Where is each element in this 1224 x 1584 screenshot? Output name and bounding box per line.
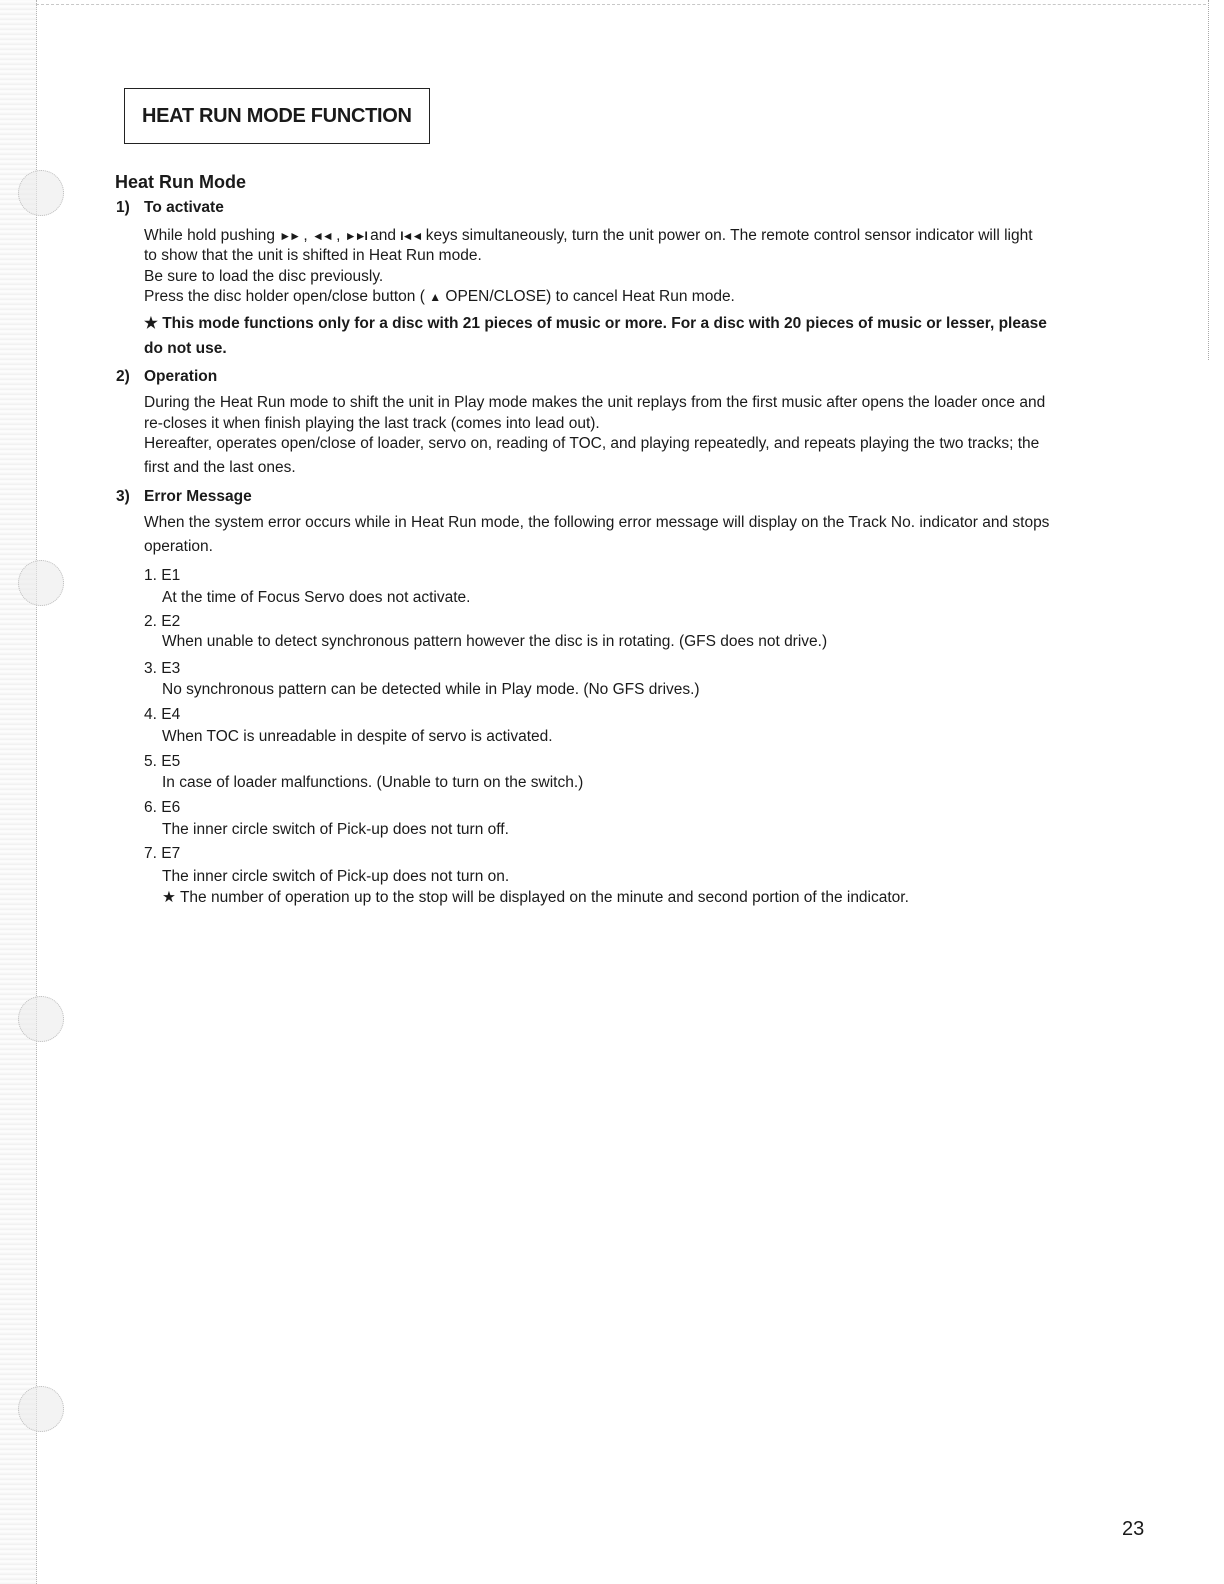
page-title: HEAT RUN MODE FUNCTION — [142, 104, 412, 127]
error-description: The inner circle switch of Pick-up does not turn off. — [162, 821, 509, 838]
page-title-box — [124, 88, 430, 144]
error-heading: Error Message — [144, 488, 252, 505]
page-number: 23 — [1122, 1518, 1145, 1540]
rewind-icon: ◄◄ — [312, 229, 332, 243]
punch-hole — [18, 996, 64, 1042]
operation-line: During the Heat Run mode to shift the unit in Play mode makes the unit replays from the first music after opens the loader once and — [144, 394, 1046, 411]
error-footnote-text: The number of operation up to the stop will be displayed on the minute and second portion of the indicator. — [179, 889, 909, 906]
separator: , — [303, 227, 308, 244]
activate-line-4 — [144, 287, 735, 307]
activate-line-4-pre: Press the disc holder open/close button ( — [144, 288, 425, 305]
activate-note-line-2: do not use. — [144, 340, 227, 357]
error-code: 5. E5 — [144, 753, 181, 770]
scan-right-edge — [1208, 0, 1209, 360]
conjunction: and — [370, 227, 396, 244]
eject-icon: ▲ — [429, 290, 442, 304]
punch-hole — [18, 170, 64, 216]
activate-heading: To activate — [144, 199, 224, 216]
activate-line-3: Be sure to load the disc previously. — [144, 268, 384, 285]
section-heading: Heat Run Mode — [115, 172, 247, 192]
error-code: 7. E7 — [144, 845, 181, 862]
scan-top-edge — [36, 4, 1206, 5]
activate-line-1-post: keys simultaneously, turn the unit power on. The remote control sensor indicator will light — [425, 227, 1033, 244]
error-intro-line: When the system error occurs while in Heat Run mode, the following error message will display on the Track No. indicator and stops — [144, 514, 1050, 531]
separator: , — [336, 227, 341, 244]
activate-line-1 — [144, 226, 1033, 246]
punch-hole — [18, 560, 64, 606]
activate-line-4-post: OPEN/CLOSE) to cancel Heat Run mode. — [445, 288, 735, 305]
activate-note-text: This mode functions only for a disc with 21 pieces of music or more. For a disc with 20 pieces of music or lesser, please — [162, 315, 1047, 332]
error-description: In case of loader malfunctions. (Unable to turn on the switch.) — [162, 774, 584, 791]
error-code: 3. E3 — [144, 660, 181, 677]
punch-hole — [18, 1386, 64, 1432]
operation-number: 2) — [116, 368, 130, 385]
error-code: 1. E1 — [144, 567, 181, 584]
error-code: 4. E4 — [144, 706, 181, 723]
operation-line: Hereafter, operates open/close of loader, servo on, reading of TOC, and playing repeatedly, and repeats playing the two tracks; the — [144, 435, 1040, 452]
operation-line: first and the last ones. — [144, 459, 296, 476]
star-icon: ★ — [162, 889, 176, 906]
error-description: No synchronous pattern can be detected while in Play mode. (No GFS drives.) — [162, 681, 700, 698]
activate-note-line-1 — [144, 314, 1047, 334]
scan-binding-edge — [0, 0, 37, 1584]
error-intro-line: operation. — [144, 538, 213, 555]
error-number: 3) — [116, 488, 130, 505]
activate-number: 1) — [116, 199, 130, 216]
skip-previous-icon: I◄◄ — [400, 229, 422, 243]
fast-forward-icon: ►► — [279, 229, 300, 243]
activate-line-2: to show that the unit is shifted in Heat Run mode. — [144, 247, 482, 264]
error-description: When TOC is unreadable in despite of servo is activated. — [162, 728, 553, 745]
operation-line: re-closes it when finish playing the last track (comes into lead out). — [144, 415, 600, 432]
error-description: When unable to detect synchronous pattern however the disc is in rotating. (GFS does not drive.) — [162, 633, 828, 650]
error-description: At the time of Focus Servo does not activate. — [162, 589, 471, 606]
error-footnote — [162, 888, 909, 908]
error-code: 6. E6 — [144, 799, 181, 816]
skip-next-icon: ►►I — [344, 229, 366, 243]
operation-heading: Operation — [144, 368, 218, 385]
star-icon: ★ — [144, 315, 158, 332]
error-code: 2. E2 — [144, 613, 181, 630]
error-description: The inner circle switch of Pick-up does not turn on. — [162, 868, 510, 885]
activate-line-1-pre: While hold pushing — [144, 227, 275, 244]
